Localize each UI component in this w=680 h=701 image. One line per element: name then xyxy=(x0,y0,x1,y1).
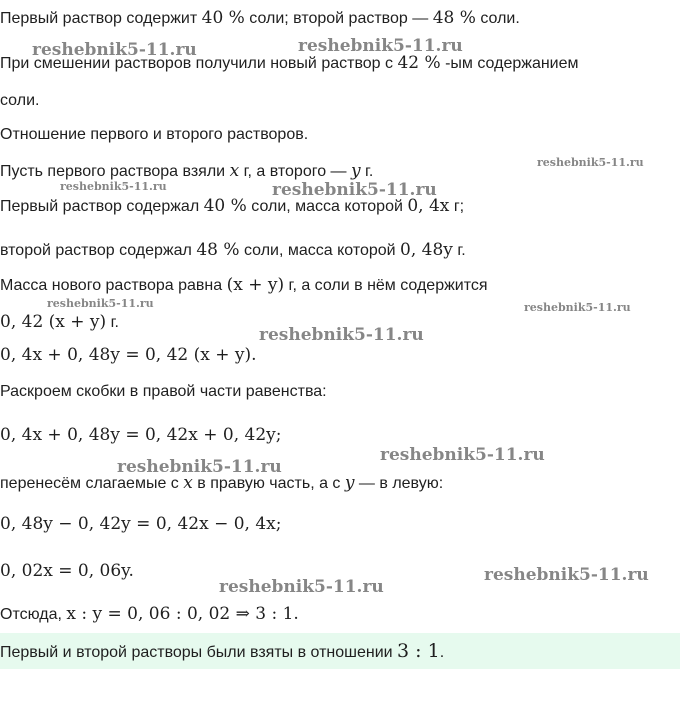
line-4: Отношение первого и второго растворов. xyxy=(0,126,309,143)
equation-1: 0, 4x + 0, 48y = 0, 42 (x + y). xyxy=(0,345,257,365)
watermark: reshebnik5-11.ru xyxy=(524,301,631,314)
watermark: reshebnik5-11.ru xyxy=(219,577,384,597)
line-16: Отсюда, x : y = 0, 06 : 0, 02 ⇒ 3 : 1. xyxy=(0,604,299,624)
equation-3: 0, 48y − 0, 42y = 0, 42x − 0, 4x; xyxy=(0,514,282,534)
line-13: перенесём слагаемые с x в правую часть, а с y — в левую: xyxy=(0,473,444,493)
watermark: reshebnik5-11.ru xyxy=(272,180,437,200)
watermark: reshebnik5-11.ru xyxy=(32,40,197,60)
watermark: reshebnik5-11.ru xyxy=(117,457,282,477)
watermark: reshebnik5-11.ru xyxy=(259,325,424,345)
watermark: reshebnik5-11.ru xyxy=(47,297,154,310)
watermark: reshebnik5-11.ru xyxy=(60,180,167,193)
answer-text: Первый и второй растворы были взяты в отношении 3 : 1. xyxy=(0,640,445,662)
line-8: Масса нового раствора равна (x + y) г, а соли в нём содержится xyxy=(0,275,488,295)
line-3: соли. xyxy=(0,92,40,109)
watermark: reshebnik5-11.ru xyxy=(380,445,545,465)
line-5: Пусть первого раствора взяли x г, а второго — y г. xyxy=(0,161,374,181)
equation-2: 0, 4x + 0, 48y = 0, 42x + 0, 42y; xyxy=(0,425,282,445)
line-2: При смешении растворов получили новый раствор с 42 % -ым содержанием xyxy=(0,53,579,73)
equation-4: 0, 02x = 0, 06y. xyxy=(0,561,134,581)
answer-box xyxy=(0,633,680,669)
watermark: reshebnik5-11.ru xyxy=(537,156,644,169)
line-11: Раскроем скобки в правой части равенства: xyxy=(0,383,327,400)
watermark: reshebnik5-11.ru xyxy=(484,565,649,585)
line-6: Первый раствор содержал 40 % соли, масса которой 0, 4x г; xyxy=(0,196,465,216)
line-7: второй раствор содержал 48 % соли, масса которой 0, 48y г. xyxy=(0,240,466,260)
line-1: Первый раствор содержит 40 % соли; второй раствор — 48 % соли. xyxy=(0,8,520,28)
watermark: reshebnik5-11.ru xyxy=(298,36,463,56)
line-9: 0, 42 (x + y) г. xyxy=(0,312,119,332)
